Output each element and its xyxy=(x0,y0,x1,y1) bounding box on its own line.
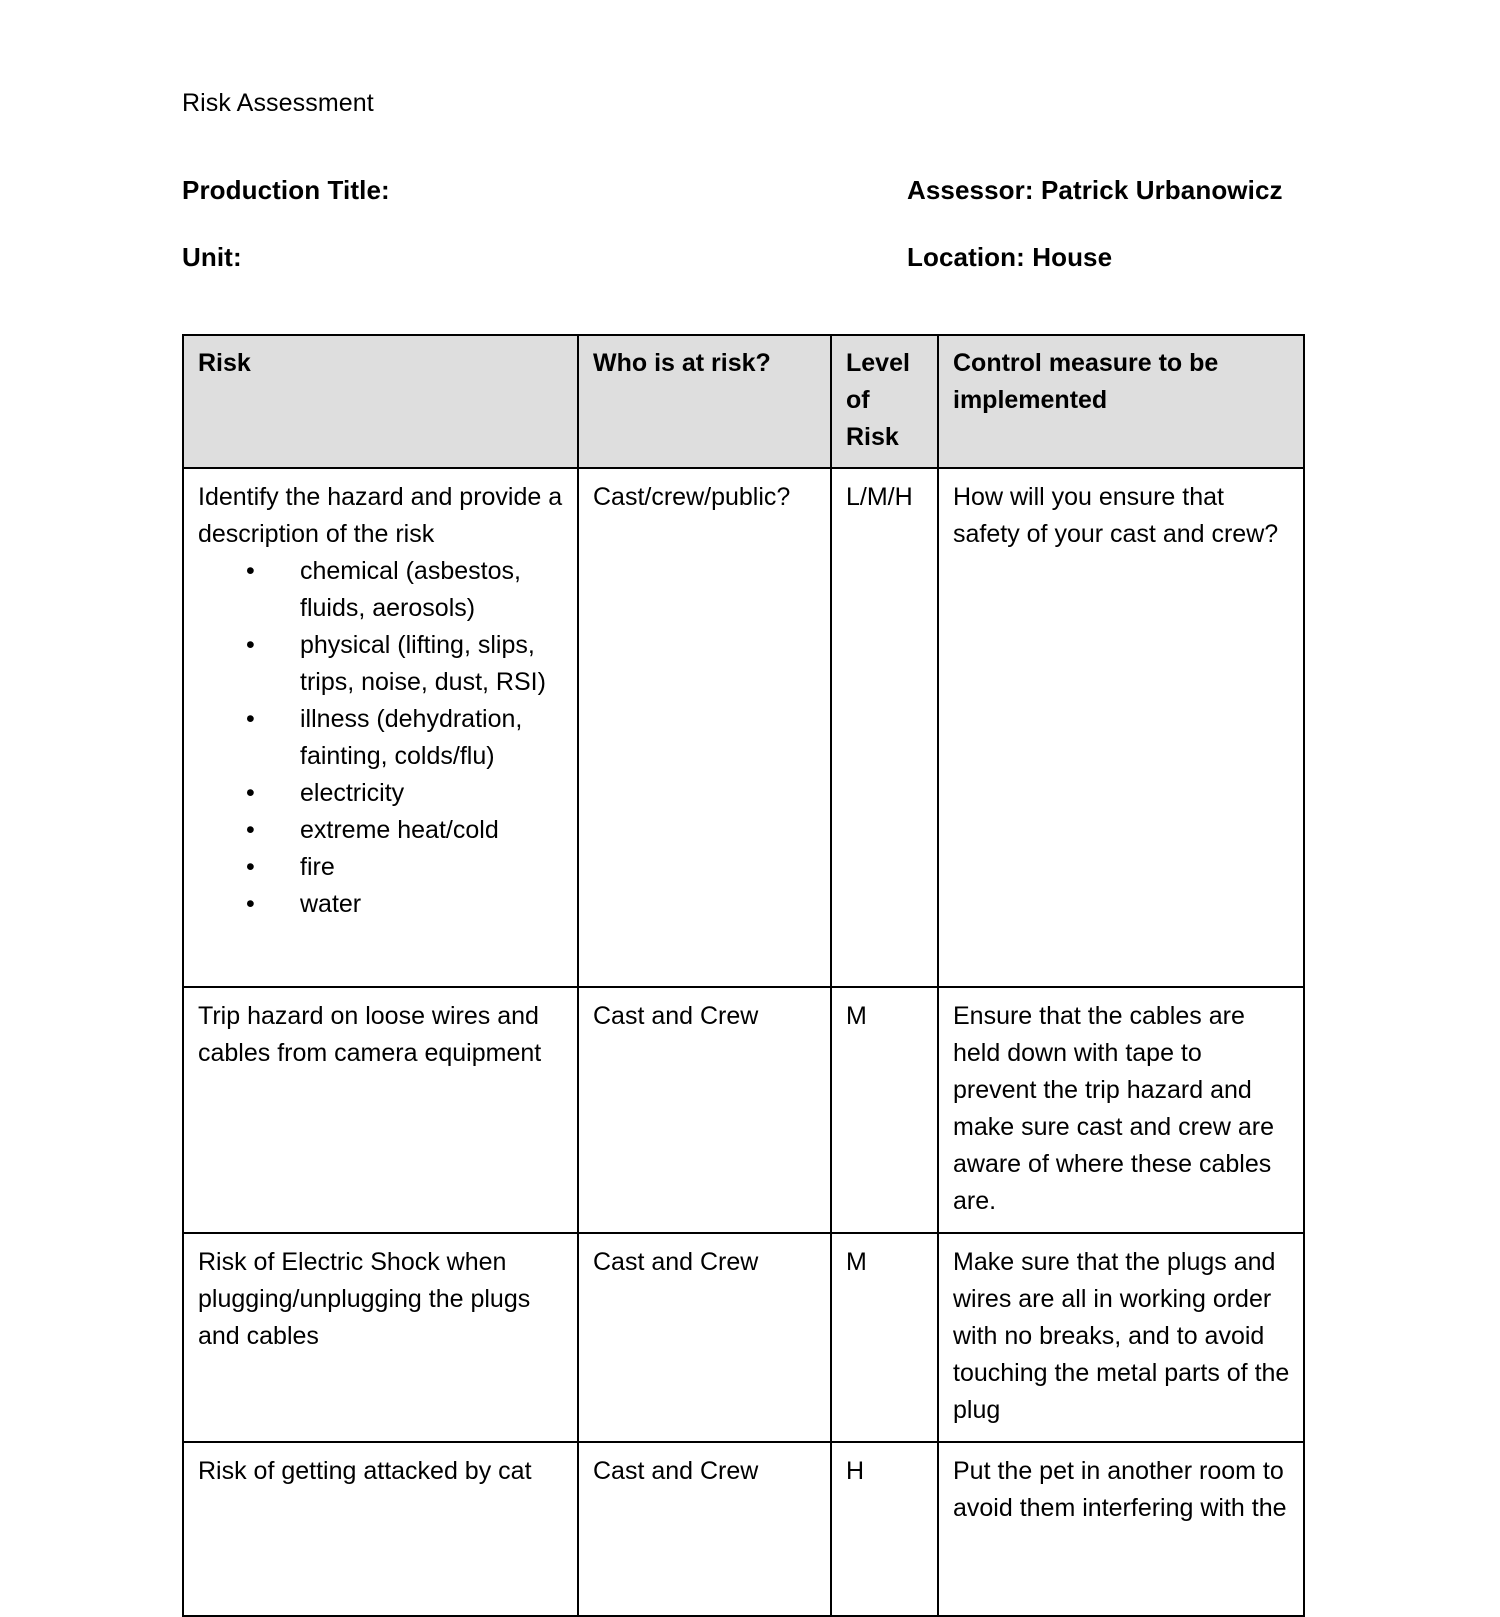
cell-risk-description: Risk of Electric Shock when plugging/unplugging the plugs and cables xyxy=(183,1233,578,1442)
column-header-risk: Risk xyxy=(183,335,578,468)
cell-risk-description xyxy=(183,468,578,987)
column-header-level-line2: of Risk xyxy=(846,386,899,451)
cell-risk-description: Trip hazard on loose wires and cables from camera equipment xyxy=(183,987,578,1233)
table-row xyxy=(183,987,1304,1233)
cell-who-at-risk: Cast and Crew xyxy=(578,987,831,1233)
page-title: Risk Assessment xyxy=(182,89,374,117)
list-item: • extreme heat/cold xyxy=(198,812,565,849)
cell-who-at-risk: Cast/crew/public? xyxy=(578,468,831,987)
cell-control-measure: Ensure that the cables are held down with tape to prevent the trip hazard and make sure cast and crew are aware of where these cables are. xyxy=(938,987,1304,1233)
location-label: Location: House xyxy=(907,242,1113,272)
cell-level-of-risk: L/M/H xyxy=(831,468,938,987)
list-item: • water xyxy=(198,886,565,923)
column-header-control-measure: Control measure to be implemented xyxy=(938,335,1304,468)
list-item: • electricity xyxy=(198,775,565,812)
table-header-row xyxy=(183,335,1304,468)
production-title-label: Production Title: xyxy=(182,175,390,205)
cell-control-measure: How will you ensure that safety of your cast and crew? xyxy=(938,468,1304,987)
column-header-who-is-at-risk: Who is at risk? xyxy=(578,335,831,468)
document-meta-block xyxy=(182,173,1318,274)
column-header-level-of-risk xyxy=(831,335,938,468)
hazard-bullet-list xyxy=(198,553,565,923)
risk-assessment-table xyxy=(182,334,1305,1617)
column-header-level-line1: Level xyxy=(846,349,910,377)
cell-level-of-risk: H xyxy=(831,1442,938,1616)
table-row xyxy=(183,1233,1304,1442)
cell-control-measure: Make sure that the plugs and wires are all in working order with no breaks, and to avoid touching the metal parts of the plug xyxy=(938,1233,1304,1442)
meta-row-production xyxy=(182,173,1318,207)
list-item: • illness (dehydration, fainting, colds/flu) xyxy=(198,701,565,775)
cell-level-of-risk: M xyxy=(831,987,938,1233)
cell-risk-description: Risk of getting attacked by cat xyxy=(183,1442,578,1616)
list-item: • chemical (asbestos, fluids, aerosols) xyxy=(198,553,565,627)
meta-row-unit xyxy=(182,240,1318,274)
cell-who-at-risk: Cast and Crew xyxy=(578,1233,831,1442)
assessor-label: Assessor: Patrick Urbanowicz xyxy=(907,175,1283,205)
cell-level-of-risk: M xyxy=(831,1233,938,1442)
risk-intro-text: Identify the hazard and provide a description of the risk xyxy=(198,483,563,548)
unit-label: Unit: xyxy=(182,242,242,272)
table-row xyxy=(183,468,1304,987)
cell-who-at-risk: Cast and Crew xyxy=(578,1442,831,1616)
list-item: • fire xyxy=(198,849,565,886)
table-row xyxy=(183,1442,1304,1616)
cell-control-measure: Put the pet in another room to avoid them interfering with the xyxy=(938,1442,1304,1616)
list-item: • physical (lifting, slips, trips, noise, dust, RSI) xyxy=(198,627,565,701)
